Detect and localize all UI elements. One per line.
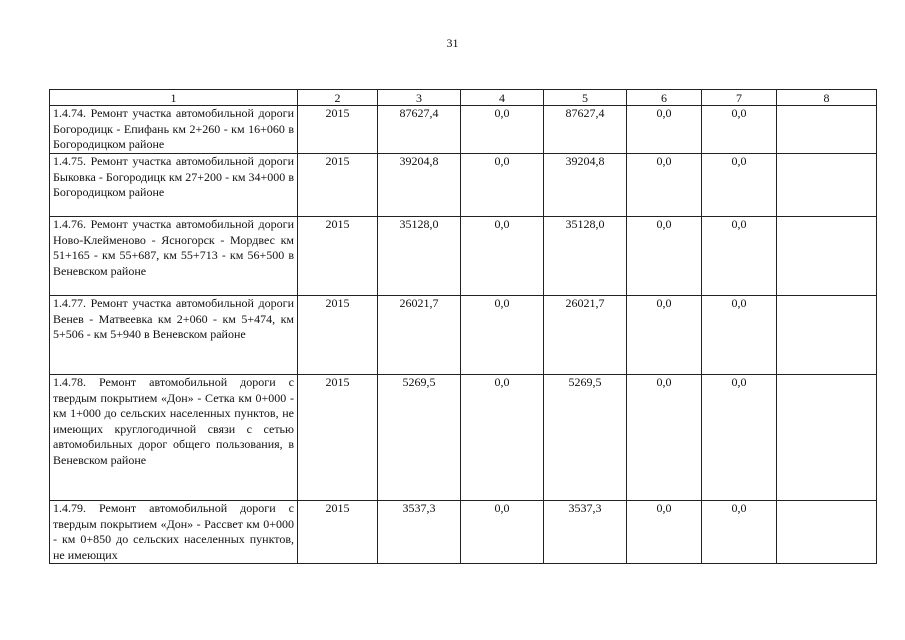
row-col-6: 0,0: [627, 106, 702, 154]
row-col-4: 0,0: [461, 217, 544, 296]
row-col-3: 26021,7: [378, 296, 461, 375]
page-number: 31: [446, 36, 459, 50]
row-col-6: 0,0: [627, 501, 702, 564]
row-col-8: [777, 501, 877, 564]
row-description: 1.4.77. Ремонт участка автомобильной дороги Венев - Матвеевка км 2+060 - км 5+474, км 5+506 - км 5+940 в Веневском районе: [50, 296, 298, 375]
row-col-3: 3537,3: [378, 501, 461, 564]
table-row: [50, 375, 877, 501]
row-col-4: 0,0: [461, 375, 544, 501]
header-col-2: 2: [298, 90, 378, 106]
header-col-7: 7: [702, 90, 777, 106]
row-col-6: 0,0: [627, 375, 702, 501]
table-row: [50, 296, 877, 375]
row-year: 2015: [298, 375, 378, 501]
row-description: 1.4.75. Ремонт участка автомобильной дороги Быковка - Богородицк км 27+200 - км 34+000 в Богородицком районе: [50, 154, 298, 217]
program-table: [49, 89, 877, 564]
table-row: [50, 501, 877, 564]
row-year: 2015: [298, 296, 378, 375]
table-row: [50, 106, 877, 154]
row-col-6: 0,0: [627, 217, 702, 296]
row-col-7: 0,0: [702, 296, 777, 375]
table-row: [50, 217, 877, 296]
row-col-5: 39204,8: [544, 154, 627, 217]
row-col-4: 0,0: [461, 106, 544, 154]
row-col-8: [777, 217, 877, 296]
row-year: 2015: [298, 217, 378, 296]
row-col-4: 0,0: [461, 296, 544, 375]
row-description: 1.4.74. Ремонт участка автомобильной дороги Богородицк - Епифань км 2+260 - км 16+060 в Богородицком районе: [50, 106, 298, 154]
row-col-6: 0,0: [627, 154, 702, 217]
row-col-5: 5269,5: [544, 375, 627, 501]
row-year: 2015: [298, 106, 378, 154]
row-description: 1.4.76. Ремонт участка автомобильной дороги Ново-Клейменово - Ясногорск - Мордвес км 51+165 - км 55+687, км 55+713 - км 56+500 в Веневском районе: [50, 217, 298, 296]
header-col-3: 3: [378, 90, 461, 106]
row-col-4: 0,0: [461, 501, 544, 564]
row-col-6: 0,0: [627, 296, 702, 375]
header-col-6: 6: [627, 90, 702, 106]
row-col-3: 35128,0: [378, 217, 461, 296]
row-col-7: 0,0: [702, 375, 777, 501]
row-col-3: 39204,8: [378, 154, 461, 217]
row-col-5: 87627,4: [544, 106, 627, 154]
row-col-3: 87627,4: [378, 106, 461, 154]
row-col-7: 0,0: [702, 217, 777, 296]
row-year: 2015: [298, 154, 378, 217]
row-description: 1.4.78. Ремонт автомобильной дороги с твердым покрытием «Дон» - Сетка км 0+000 - км 1+000 до сельских населенных пунктов, не имеющих круглогодичной связи с сетью автомобильных дорог общего пользования, в Веневском районе: [50, 375, 298, 501]
table-row: [50, 154, 877, 217]
row-description: 1.4.79. Ремонт автомобильной дороги с твердым покрытием «Дон» - Рассвет км 0+000 - км 0+850 до сельских населенных пунктов, не имеющих: [50, 501, 298, 564]
header-col-5: 5: [544, 90, 627, 106]
row-col-8: [777, 154, 877, 217]
row-col-7: 0,0: [702, 154, 777, 217]
row-col-7: 0,0: [702, 501, 777, 564]
row-col-8: [777, 296, 877, 375]
row-col-5: 26021,7: [544, 296, 627, 375]
row-col-5: 35128,0: [544, 217, 627, 296]
row-col-8: [777, 375, 877, 501]
header-row: [50, 90, 877, 106]
header-col-1: 1: [50, 90, 298, 106]
row-col-5: 3537,3: [544, 501, 627, 564]
header-col-8: 8: [777, 90, 877, 106]
row-col-7: 0,0: [702, 106, 777, 154]
row-col-3: 5269,5: [378, 375, 461, 501]
header-col-4: 4: [461, 90, 544, 106]
row-col-4: 0,0: [461, 154, 544, 217]
row-col-8: [777, 106, 877, 154]
row-year: 2015: [298, 501, 378, 564]
